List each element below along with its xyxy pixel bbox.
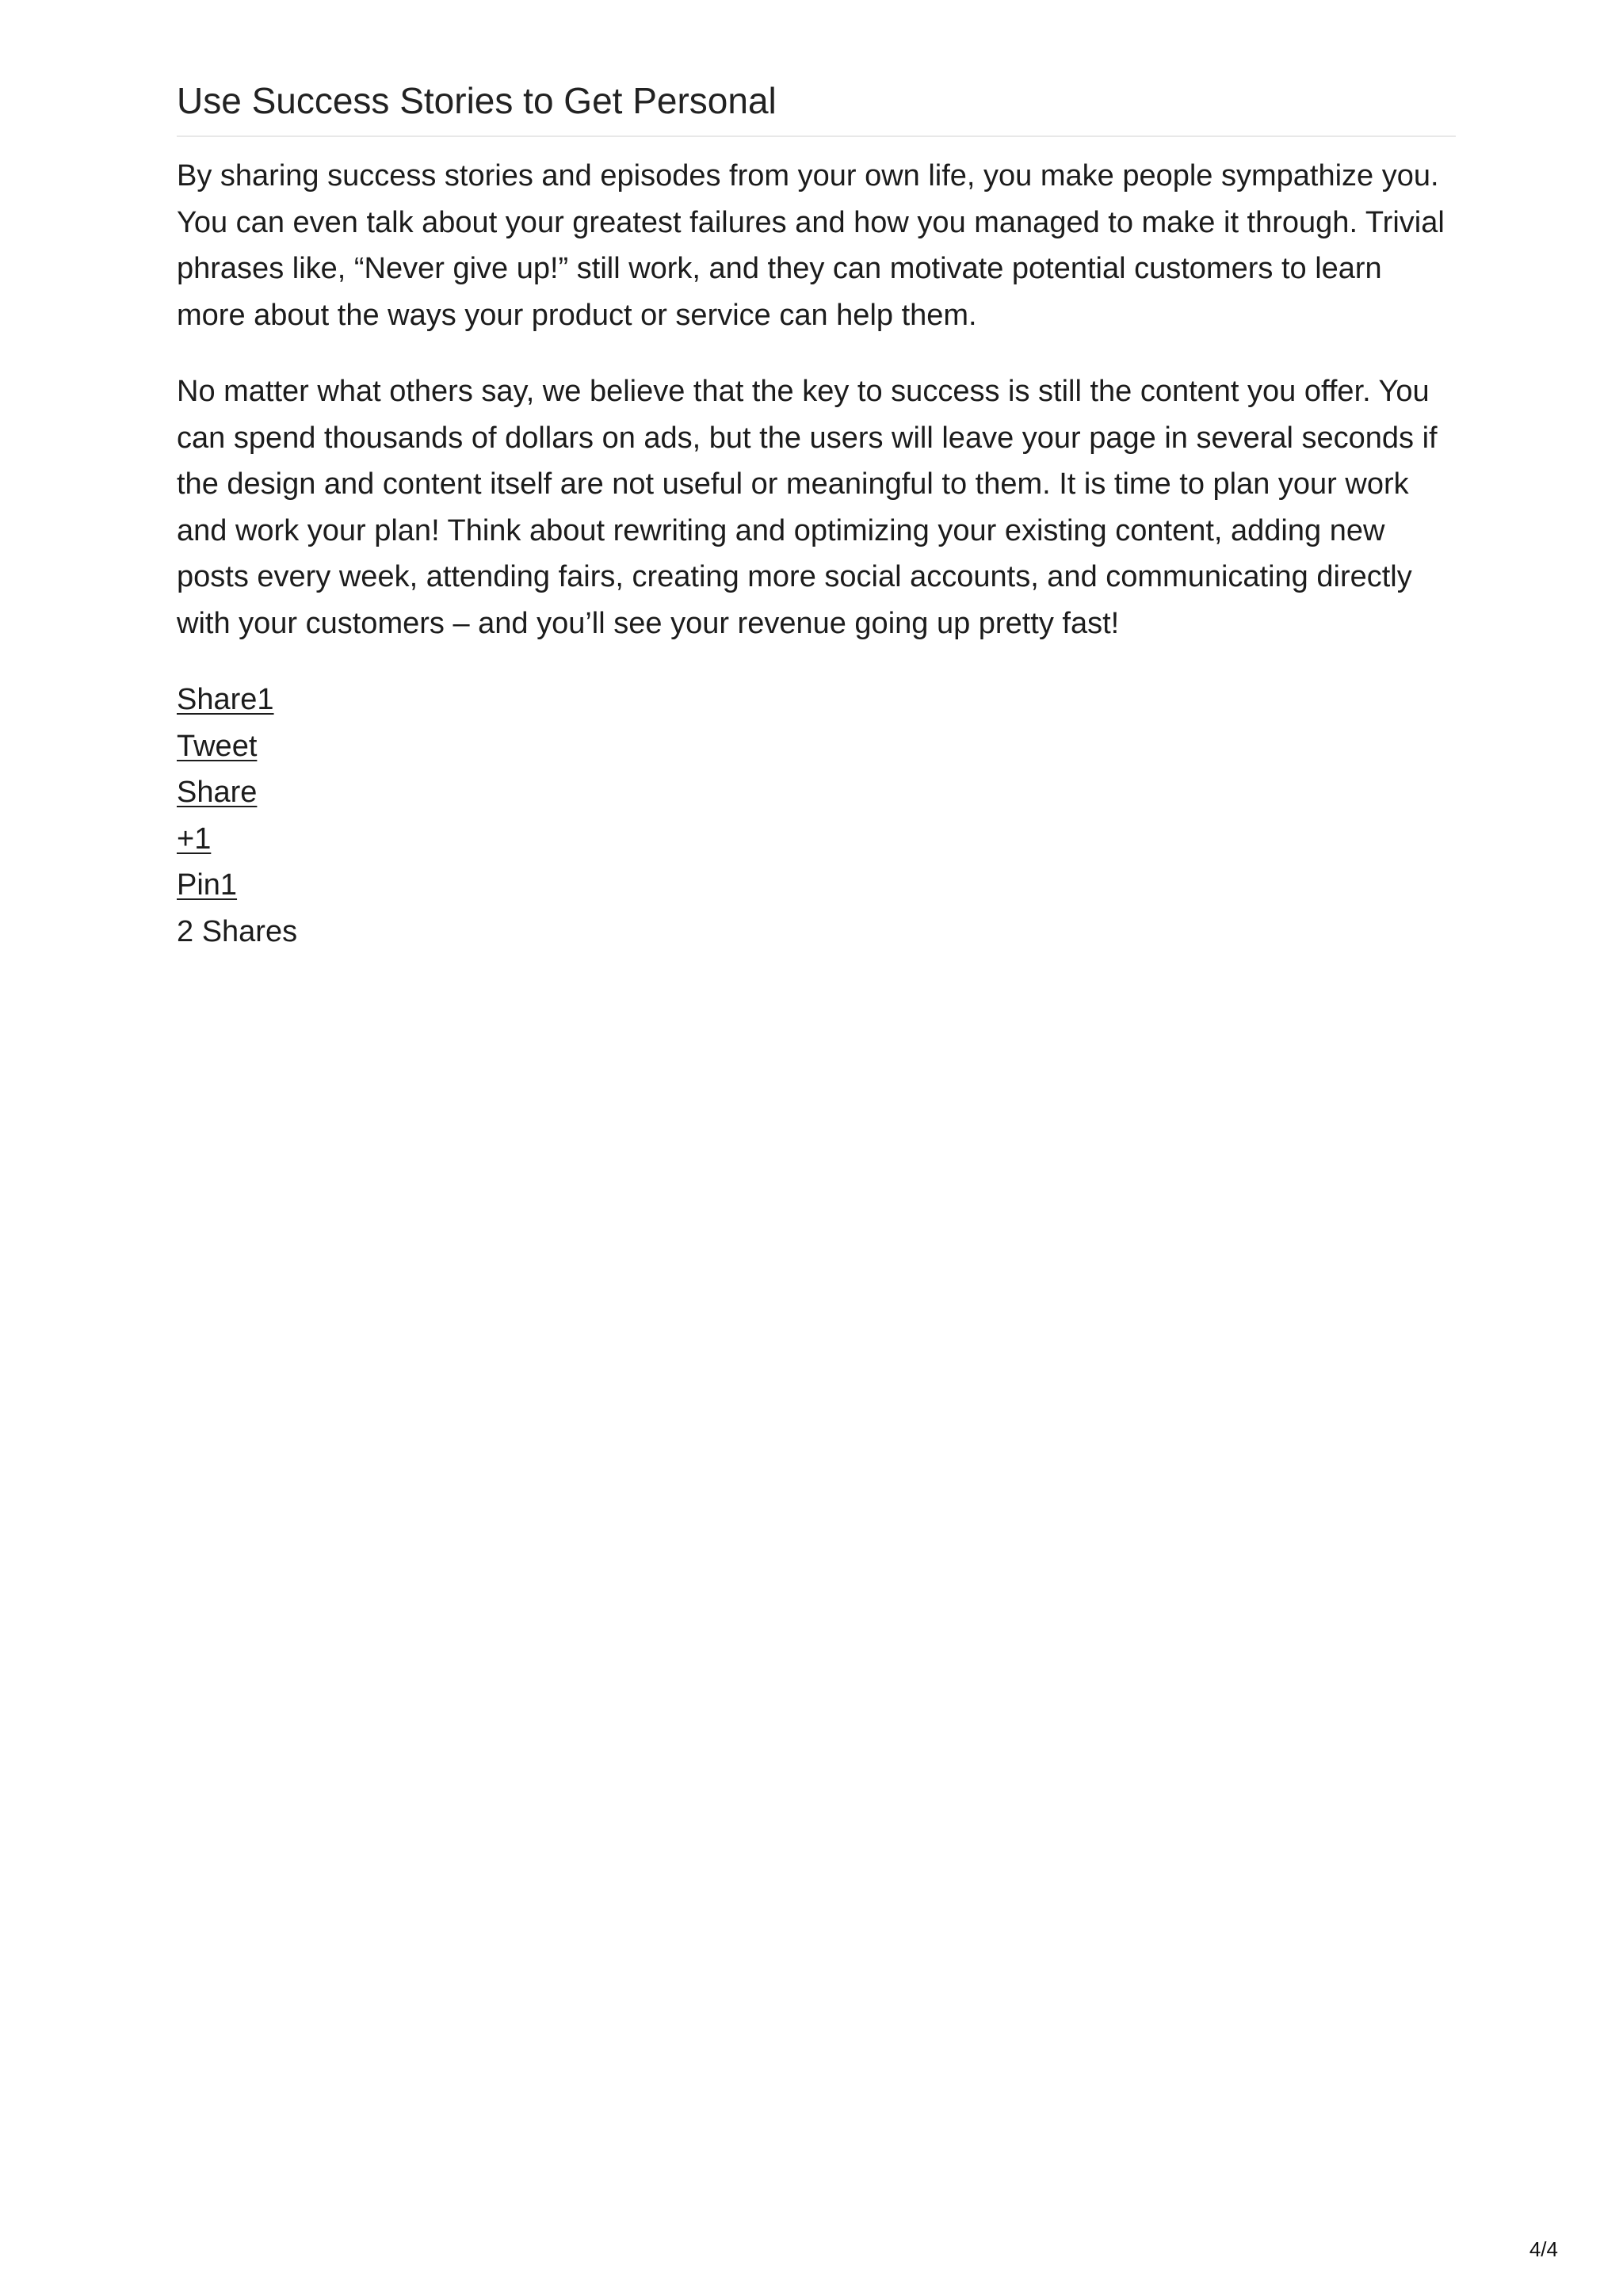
share-link[interactable]: Share	[177, 776, 258, 809]
page-number: 4/4	[1529, 2237, 1558, 2261]
share-links	[177, 677, 1456, 955]
plus-one-link[interactable]: +1	[177, 822, 212, 856]
tweet-link[interactable]: Tweet	[177, 729, 258, 763]
paragraph-success-stories: By sharing success stories and episodes from your own life, you make people sympathize you. You can even talk about your greatest failures and how you managed to make it through. Trivial phrases like, “Never give up!” still work, and they can motivate potential customers to learn more about the ways your product or service can help them.	[177, 159, 1445, 332]
share-facebook-link[interactable]: Share1	[177, 683, 274, 716]
article-page	[177, 75, 1456, 955]
paragraph-content-key: No matter what others say, we believe that the key to success is still the content you offer. You can spend thousands of dollars on ads, but the users will leave your page in several seconds if the design and content itself are not useful or meaningful to them. It is time to plan your work and work your plan! Think about rewriting and optimizing your existing content, adding new posts every week, attending fairs, creating more social accounts, and communicating directly with your customers – and you’ll see your revenue going up pretty fast!	[177, 375, 1438, 640]
section-heading: Use Success Stories to Get Personal	[177, 75, 1456, 137]
pin-link[interactable]: Pin1	[177, 868, 238, 902]
share-count: 2 Shares	[177, 914, 298, 948]
